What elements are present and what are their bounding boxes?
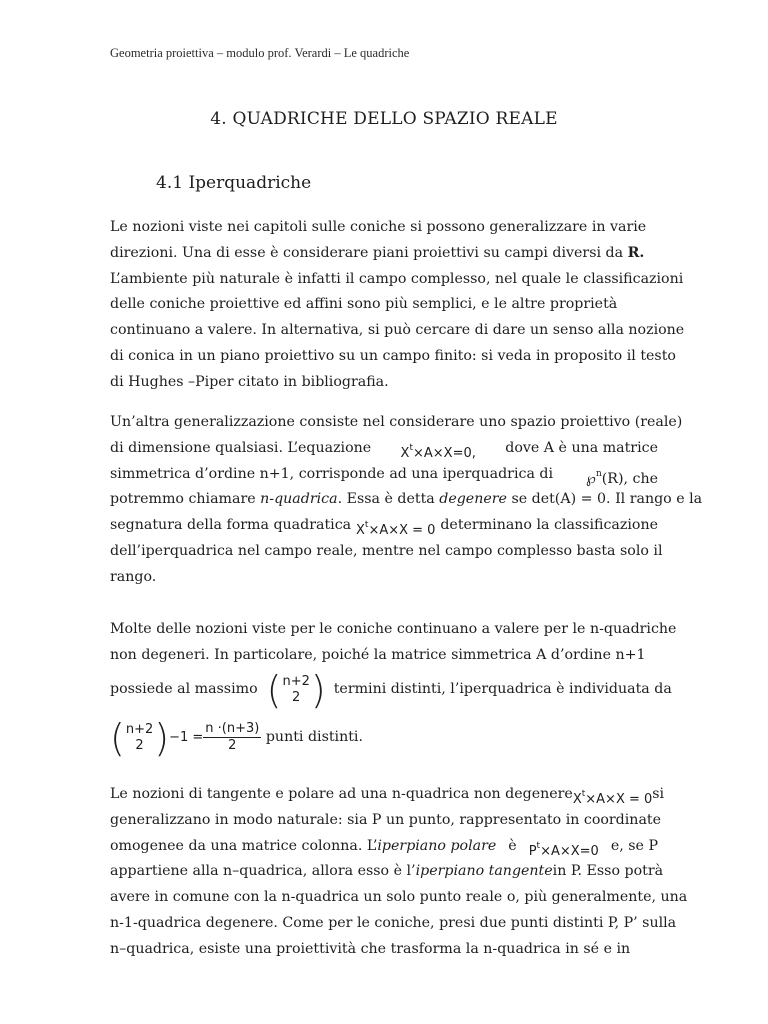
p2-line: potremmo chiamare n-quadrica. Essa è detta degenere se det(A) = 0. Il rango e la <box>110 491 703 508</box>
minus-one: −1 = <box>169 729 204 745</box>
p2-line: simmetrica d’ordine n+1, corrisponde ad una iperquadrica di ℘$^n$(R), che <box>110 465 658 487</box>
p2-line: Un’altra generalizzazione consiste nel considerare uno spazio proiettivo (reale) <box>110 414 683 430</box>
p1-line: Le nozioni viste nei capitoli sulle coniche si possono generalizzare in varie <box>110 219 647 235</box>
running-header: Geometria proiettiva – modulo prof. Verardi – Le quadriche <box>110 46 410 60</box>
p4-line: omogenee da una matrice colonna. L’iperpiano polare è $P^t\times A\times X=0$ e, se P <box>110 834 658 860</box>
paragraph-1 <box>110 215 685 396</box>
binomial-coefficient: ( n+2 2 ) <box>266 667 326 712</box>
equation-polar: $P^t\times A\times X=0$ <box>528 840 599 859</box>
p2-line: rango. <box>110 568 157 585</box>
p3-line: Molte delle nozioni viste per le coniche continuano a valere per le n-quadriche <box>110 621 677 637</box>
p4-line: n–quadrica, esiste una proiettività che trasforma la n-quadrica in sé e in <box>110 940 631 957</box>
fraction: $\frac{n \cdot(n+3)}{2}$ <box>205 721 260 754</box>
p3-line: ( n+2 2 ) −1 = $\frac{n \cdot(n+3)}{2}$ punti distinti. <box>110 715 363 760</box>
p1-line: continuano a valere. In alternativa, si può cercare di dare un senso alla nozione <box>110 322 685 339</box>
p4-line: n-1-quadrica degenere. Come per le coniche, presi due punti distinti P, P’ sulla <box>110 914 677 931</box>
p4-line: appartiene alla n–quadrica, allora esso è l’iperpiano tangente in P. Esso potrà <box>110 863 664 880</box>
equation-quadric-2: $X^t\times A\times X = 0$ <box>356 520 436 539</box>
chapter-title: 4. QUADRICHE DELLO SPAZIO REALE <box>210 109 558 129</box>
p2-line: dell’iperquadrica nel campo reale, mentre nel campo complesso basta solo il <box>110 542 663 559</box>
p4-line: Le nozioni di tangente e polare ad una n-quadrica non degenere $X^t\times A\times X = 0$ si <box>110 782 658 808</box>
equation-quadric-3: $X^t\times A\times X = 0$ <box>572 789 653 807</box>
paragraph-3 <box>110 617 677 761</box>
p1-line: di conica in un piano proiettivo su un campo finito: si veda in proposito il testo <box>110 347 676 364</box>
p3-line: non degeneri. In particolare, poiché la matrice simmetrica A d’ordine n+1 <box>110 646 646 663</box>
p3-line: possiede al massimo ( n+2 2 ) termini distinti, l’iperquadrica è individuata da <box>110 667 672 712</box>
p1-line: delle coniche proiettive ed affini sono più semplici, e le altre proprietà <box>110 296 618 313</box>
p1-line: L’ambiente più naturale è infatti il campo complesso, nel quale le classificazioni <box>110 270 684 287</box>
binomial-coefficient-2: ( n+2 2 ) <box>110 715 170 760</box>
paragraph-4 <box>110 782 688 963</box>
p4-line: avere in comune con la n-quadrica un solo punto reale o, più generalmente, una <box>110 889 688 906</box>
p2-line: di dimensione qualsiasi. L’equazione $X^t\times A\times X=0$, dove A è una matrice <box>110 436 658 462</box>
section-heading: 4.1 Iperquadriche <box>156 173 312 193</box>
p1-line: direzioni. Una di esse è considerare piani proiettivi su campi diversi da R. <box>110 244 645 261</box>
paragraph-2 <box>110 410 703 591</box>
p2-line: segnatura della forma quadratica $X^t\times A\times X = 0$ determinano la classificazione <box>110 513 658 539</box>
equation-quadric: $X^t\times A\times X=0$, <box>400 442 476 461</box>
p4-line: generalizzano in modo naturale: sia P un punto, rappresentato in coordinate <box>110 811 661 828</box>
p1-line: di Hughes –Piper citato in bibliografia. <box>110 373 389 390</box>
